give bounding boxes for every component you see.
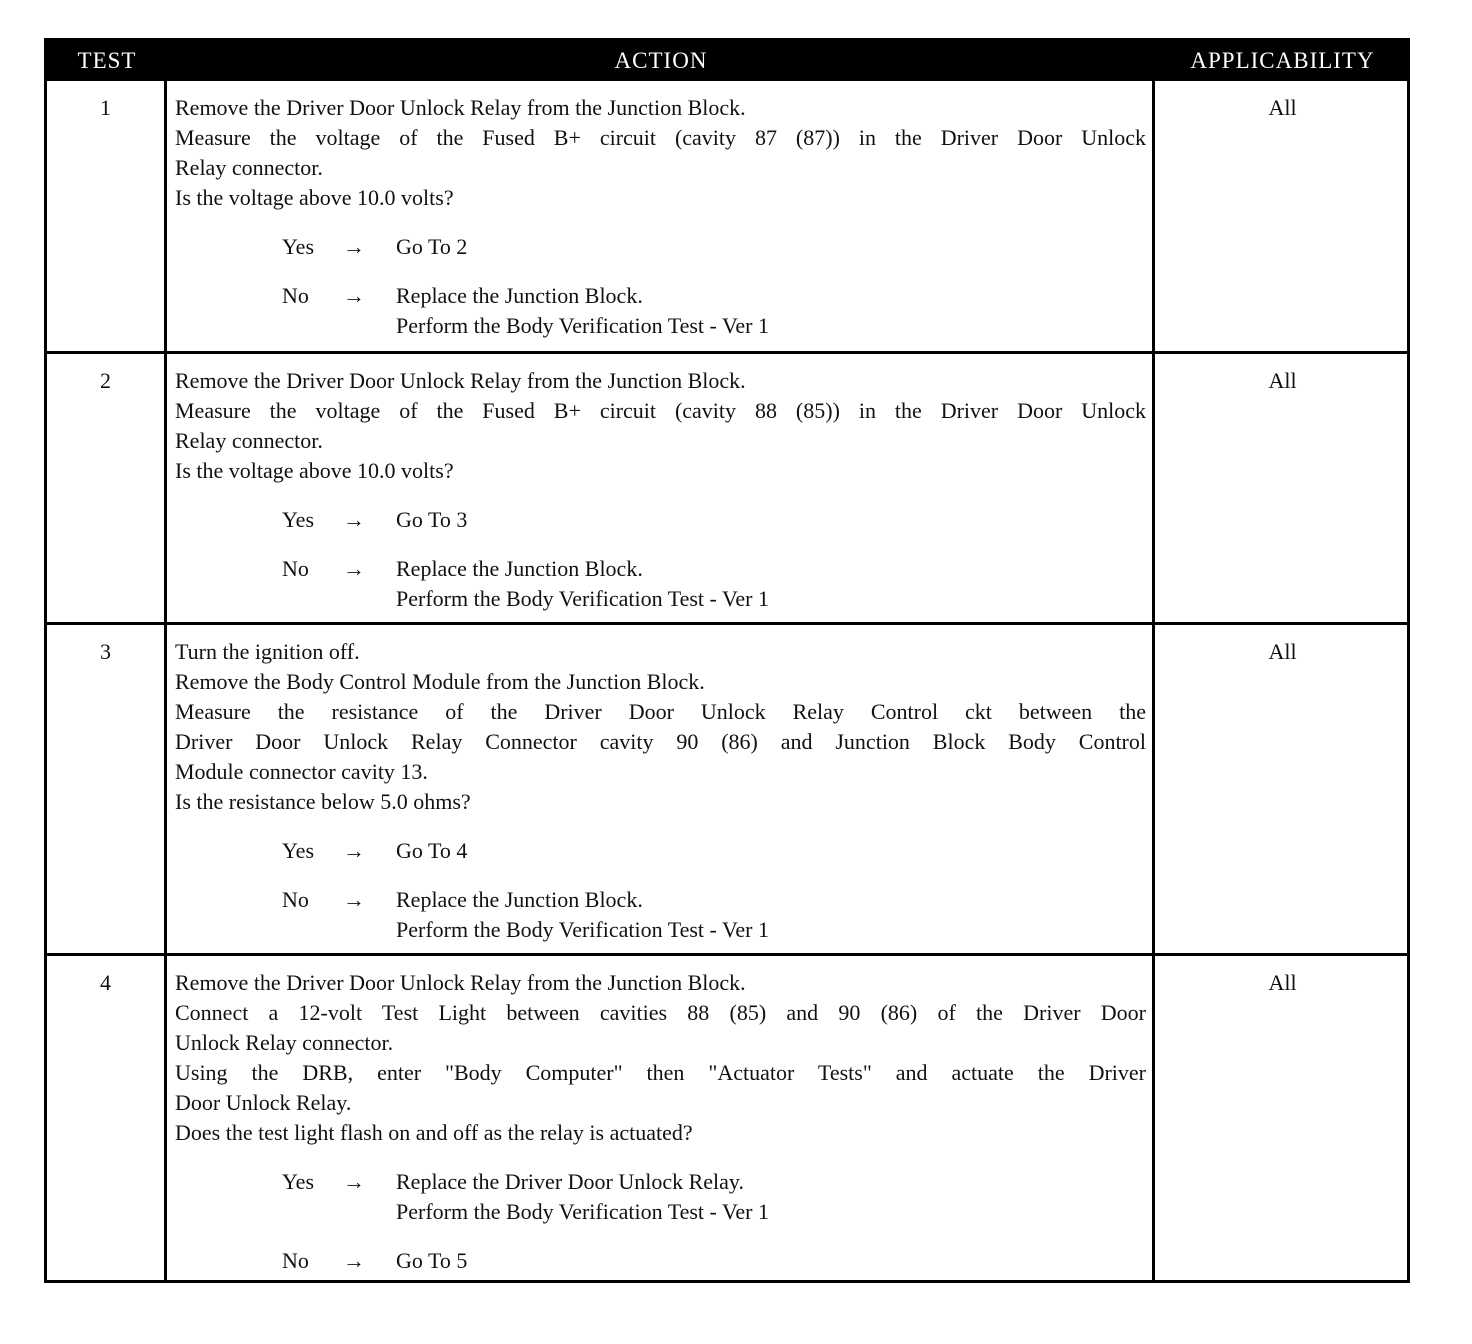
header-action: ACTION: [614, 48, 708, 73]
outcome-text: Go To 2: [396, 234, 468, 259]
outcome-label: Yes: [282, 234, 315, 259]
outcome-no: [175, 885, 1146, 945]
outcome-label: No: [282, 283, 309, 308]
applicability-value: All: [1268, 368, 1297, 393]
outcome-text: Replace the Junction Block.: [396, 283, 643, 308]
table-header: [47, 41, 1407, 81]
action-text: [175, 93, 1146, 341]
outcome-no: [175, 554, 1146, 614]
diagnostic-test-table: [44, 38, 1410, 1283]
outcome-yes: [175, 1167, 1146, 1227]
outcome-yes: [175, 505, 1146, 535]
action-line: Is the voltage above 10.0 volts?: [175, 458, 454, 483]
action-line: Door Unlock Relay.: [175, 1090, 352, 1115]
arrow-icon: →: [343, 1169, 365, 1194]
table-row: [47, 953, 1407, 1280]
action-line: Remove the Driver Door Unlock Relay from the Junction Block.: [175, 368, 746, 393]
table-row: [47, 622, 1407, 953]
outcome-text: Go To 3: [396, 507, 468, 532]
action-line: Relay connector.: [175, 428, 323, 453]
action-line: Does the test light flash on and off as the relay is actuated?: [175, 1120, 693, 1145]
outcome-text: Replace the Driver Door Unlock Relay.: [396, 1169, 745, 1194]
action-line: Remove the Driver Door Unlock Relay from the Junction Block.: [175, 95, 746, 120]
action-line: Using the DRB, enter "Body Computer" then "Actuator Tests" and actuate the Driver: [175, 1060, 1146, 1085]
test-number: 1: [100, 95, 111, 120]
outcome-text: Perform the Body Verification Test - Ver 1: [396, 313, 770, 338]
outcome-text: Perform the Body Verification Test - Ver 1: [396, 1199, 770, 1224]
outcome-no: [175, 281, 1146, 341]
arrow-icon: →: [343, 887, 365, 912]
test-number: 2: [100, 368, 111, 393]
arrow-icon: →: [343, 283, 365, 308]
applicability-value: All: [1268, 639, 1297, 664]
action-line: Is the voltage above 10.0 volts?: [175, 185, 454, 210]
test-number: 4: [100, 970, 111, 995]
action-line: Measure the voltage of the Fused B+ circuit (cavity 87 (87)) in the Driver Door Unlock: [175, 125, 1146, 150]
action-line: Driver Door Unlock Relay Connector cavity 90 (86) and Junction Block Body Control: [175, 729, 1146, 754]
action-line: Unlock Relay connector.: [175, 1030, 394, 1055]
test-number: 3: [100, 639, 111, 664]
outcome-label: No: [282, 1248, 309, 1273]
action-line: Relay connector.: [175, 155, 323, 180]
header-applicability: APPLICABILITY: [1190, 48, 1375, 73]
arrow-icon: →: [343, 838, 365, 863]
header-test: TEST: [77, 48, 137, 73]
action-text: [175, 968, 1146, 1276]
action-line: Turn the ignition off.: [175, 639, 360, 664]
outcome-text: Go To 5: [396, 1248, 468, 1273]
outcome-yes: [175, 232, 1146, 262]
applicability-value: All: [1268, 970, 1297, 995]
arrow-icon: →: [343, 234, 365, 259]
arrow-icon: →: [343, 507, 365, 532]
outcome-yes: [175, 836, 1146, 866]
table-row: [47, 351, 1407, 622]
arrow-icon: →: [343, 1248, 365, 1273]
outcome-no: [175, 1246, 1146, 1276]
outcome-label: No: [282, 556, 309, 581]
outcome-text: Perform the Body Verification Test - Ver 1: [396, 917, 770, 942]
outcome-text: Replace the Junction Block.: [396, 887, 643, 912]
action-line: Module connector cavity 13.: [175, 759, 428, 784]
action-line: Is the resistance below 5.0 ohms?: [175, 789, 471, 814]
action-text: [175, 366, 1146, 614]
action-line: Remove the Body Control Module from the Junction Block.: [175, 669, 705, 694]
outcome-label: No: [282, 887, 309, 912]
applicability-value: All: [1268, 95, 1297, 120]
action-line: Connect a 12-volt Test Light between cavities 88 (85) and 90 (86) of the Driver Door: [175, 1000, 1146, 1025]
outcome-text: Perform the Body Verification Test - Ver 1: [396, 586, 770, 611]
action-line: Measure the voltage of the Fused B+ circuit (cavity 88 (85)) in the Driver Door Unlock: [175, 398, 1146, 423]
outcome-text: Replace the Junction Block.: [396, 556, 643, 581]
outcome-label: Yes: [282, 838, 315, 863]
outcome-text: Go To 4: [396, 838, 468, 863]
arrow-icon: →: [343, 556, 365, 581]
action-text: [175, 637, 1146, 945]
outcome-label: Yes: [282, 1169, 315, 1194]
table-row: [47, 81, 1407, 351]
action-line: Measure the resistance of the Driver Door Unlock Relay Control ckt between the: [175, 699, 1146, 724]
outcome-label: Yes: [282, 507, 315, 532]
action-line: Remove the Driver Door Unlock Relay from the Junction Block.: [175, 970, 746, 995]
